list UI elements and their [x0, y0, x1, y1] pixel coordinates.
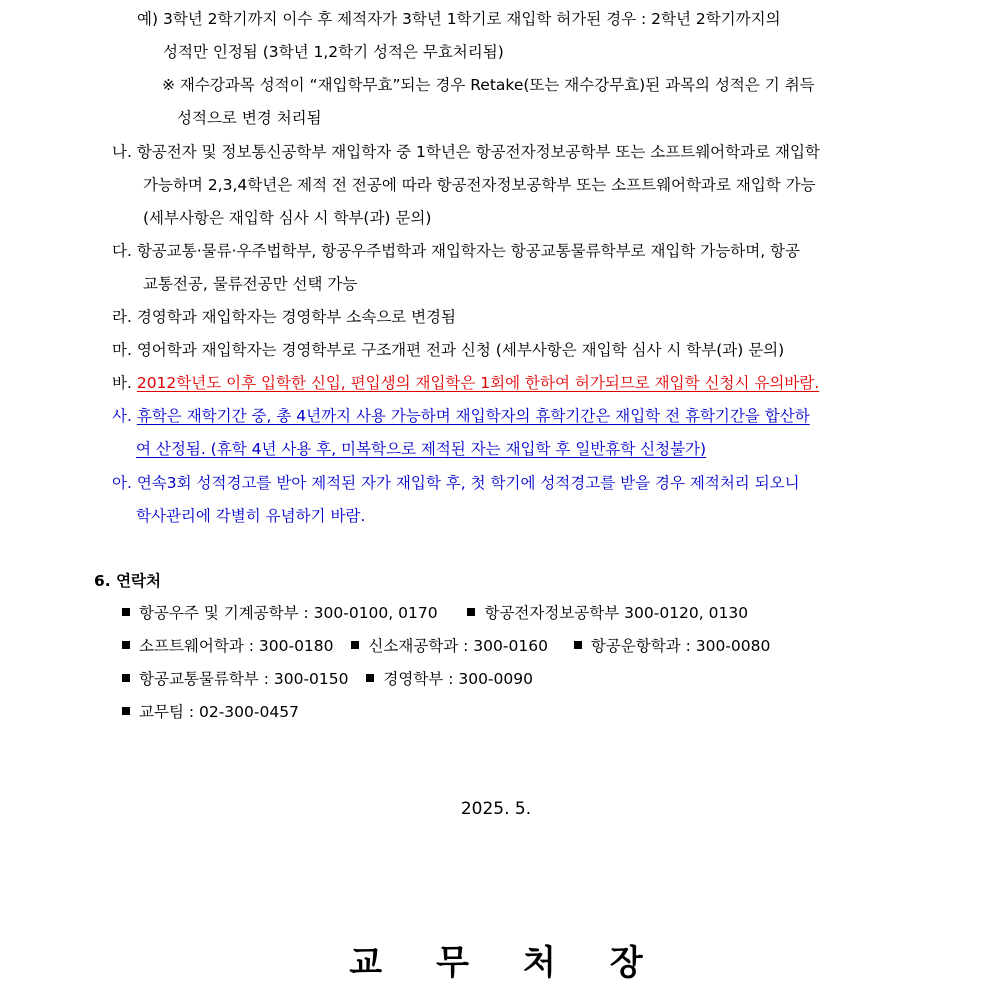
- item-sa-label: 사.: [112, 407, 132, 425]
- item-na-line-2: 가능하며 2,3,4학년은 제적 전 전공에 따라 항공전자정보공학부 또는 소프트웨어학과로 재입학 가능: [143, 176, 816, 194]
- item-da-line-1: 다. 항공교통·물류·우주법학부, 항공우주법학과 재입학자는 항공교통물류학부로 재입학 가능하며, 항공: [112, 242, 800, 260]
- bullet-icon: [574, 641, 582, 649]
- contact-item: 경영학부 : 300-0090: [383, 670, 533, 688]
- item-ba-label: 바.: [112, 374, 132, 392]
- item-sa-line-2: 여 산정됨. (휴학 4년 사용 후, 미복학으로 제적된 자는 재입학 후 일반휴학 신청불가): [136, 440, 707, 458]
- item-na-line-1: 나. 항공전자 및 정보통신공학부 재입학자 중 1학년은 항공전자정보공학부 또는 소프트웨어학과로 재입학: [112, 143, 820, 161]
- bullet-icon: [122, 707, 130, 715]
- note-line-1: ※ 재수강과목 성적이 “재입학무효”되는 경우 Retake(또는 재수강무효)된 과목의 성적은 기 취득: [162, 76, 815, 94]
- item-sa-line-1: [112, 405, 810, 427]
- item-na-line-3: (세부사항은 재입학 심사 시 학부(과) 문의): [143, 209, 432, 227]
- contact-item: 항공운항학과 : 300-0080: [590, 637, 771, 655]
- note-line-2: 성적으로 변경 처리됨: [177, 109, 322, 127]
- item-a-line-1: 아. 연속3회 성적경고를 받아 제적된 자가 재입학 후, 첫 학기에 성적경고를 받을 경우 제적처리 되오니: [112, 474, 800, 492]
- contact-row-4: [122, 701, 299, 723]
- item-ra: 라. 경영학과 재입학자는 경영학부 소속으로 변경됨: [112, 308, 456, 326]
- item-a-line-2: 학사관리에 각별히 유념하기 바람.: [136, 507, 366, 525]
- contact-row-1: [122, 602, 748, 624]
- item-da-line-2: 교통전공, 물류전공만 선택 가능: [143, 275, 358, 293]
- signature-title: 교무처장: [349, 943, 697, 983]
- contact-row-3: [122, 668, 533, 690]
- example-line-2: 성적만 인정됨 (3학년 1,2학기 성적은 무효처리됨): [163, 43, 504, 61]
- bullet-icon: [122, 641, 130, 649]
- bullet-icon: [122, 674, 130, 682]
- contact-item: 소프트웨어학과 : 300-0180: [139, 637, 334, 655]
- contact-item: 항공우주 및 기계공학부 : 300-0100, 0170: [139, 604, 438, 622]
- item-ma: 마. 영어학과 재입학자는 경영학부로 구조개편 전과 신청 (세부사항은 재입학 심사 시 학부(과) 문의): [112, 341, 785, 359]
- item-sa-text-1: 휴학은 재학기간 중, 총 4년까지 사용 가능하며 재입학자의 휴학기간은 재입학 전 휴학기간을 합산하: [136, 407, 810, 425]
- item-ba-text: 2012학년도 이후 입학한 신입, 편입생의 재입학은 1회에 한하여 허가되므로 재입학 신청시 유의바람.: [136, 374, 820, 392]
- bullet-icon: [351, 641, 359, 649]
- contact-item: 신소재공학과 : 300-0160: [368, 637, 548, 655]
- contact-item: 항공교통물류학부 : 300-0150: [139, 670, 349, 688]
- bullet-icon: [122, 608, 130, 616]
- contact-row-2: [122, 635, 770, 657]
- document-date: 2025. 5.: [460, 799, 532, 819]
- bullet-icon: [467, 608, 475, 616]
- bullet-icon: [366, 674, 374, 682]
- example-line-1: 예) 3학년 2학기까지 이수 후 제적자가 3학년 1학기로 재입학 허가된 경우 : 2학년 2학기까지의: [137, 10, 781, 28]
- item-ba: [112, 372, 819, 394]
- contact-item: 교무팀 : 02-300-0457: [139, 703, 299, 721]
- contact-heading: 6. 연락처: [94, 572, 161, 590]
- contact-item: 항공전자정보공학부 300-0120, 0130: [484, 604, 749, 622]
